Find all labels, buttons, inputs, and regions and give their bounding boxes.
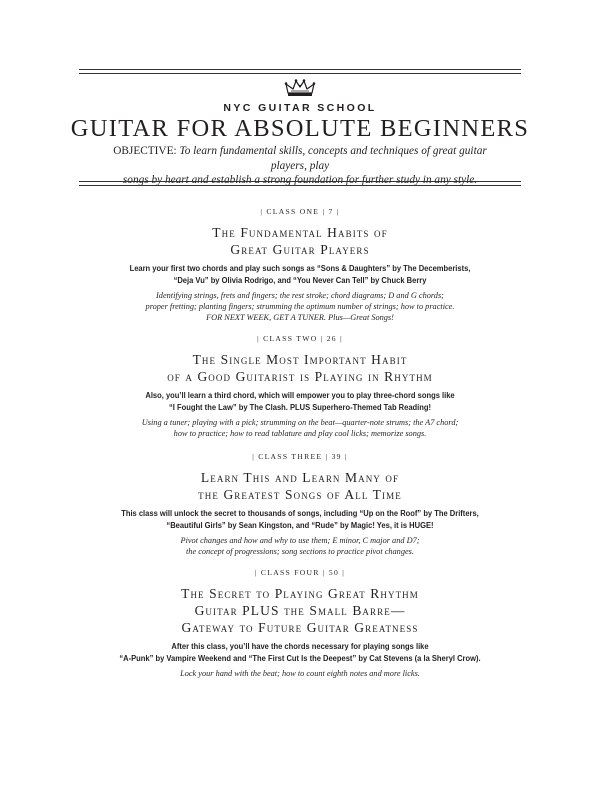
crown-icon [284, 78, 316, 98]
class-title [40, 585, 560, 636]
top-rule [79, 73, 521, 74]
class-topics-line: FOR NEXT WEEK, GET A TUNER. Plus—Great Songs! [206, 313, 394, 322]
class-description-line: Learn your first two chords and play such songs as “Sons & Daughters” by The Decemberists, [129, 263, 471, 273]
class-topics [40, 535, 560, 557]
class-description-line: “A-Punk” by Vampire Weekend and “The First Cut Is the Deepest” by Cat Stevens (a la Sheryl Crow). [119, 653, 481, 663]
class-topics [40, 417, 560, 439]
class-section [40, 568, 560, 679]
top-rule [79, 69, 521, 70]
class-topics [40, 668, 560, 679]
objective-label: OBJECTIVE: [113, 145, 177, 157]
class-description [71, 262, 529, 286]
class-description [71, 507, 529, 531]
class-title-line: Learn This and Learn Many of [200, 470, 400, 485]
class-topics-line: Pivot changes and how and why to use them; E minor, C major and D7; [180, 536, 420, 545]
course-title: GUITAR FOR ABSOLUTE BEGINNERS [70, 115, 530, 142]
class-label: | CLASS FOUR | 50 | [254, 568, 346, 577]
class-title-line: The Secret to Playing Great Rhythm [181, 586, 419, 601]
class-section [40, 452, 560, 557]
objective-text: To learn fundamental skills, concepts and techniques of great guitar players, play [179, 145, 487, 172]
class-title-line: The Fundamental Habits of [212, 225, 388, 240]
class-description-line: “Deja Vu” by Olivia Rodrigo, and “You Never Can Tell” by Chuck Berry [173, 275, 427, 285]
class-description-line: This class will unlock the secret to thousands of songs, including “Up on the Roof” by The Drifters, [121, 508, 479, 518]
class-section [40, 207, 560, 323]
class-title-line: The Single Most Important Habit [192, 352, 408, 367]
class-topics-line: Using a tuner; playing with a pick; strumming on the beat—quarter-note strums; the A7 chord; [141, 418, 459, 427]
class-description [71, 389, 529, 413]
class-title-line: of a Good Guitarist is Playing in Rhythm [167, 369, 433, 384]
class-topics-line: the concept of progressions; song sections to practice pivot changes. [186, 547, 414, 556]
class-topics-line: Identifying strings, frets and fingers; the rest stroke; chord diagrams; D and G chords; [156, 291, 444, 300]
class-label: | CLASS ONE | 7 | [260, 207, 340, 216]
class-title [40, 224, 560, 258]
class-description-line: After this class, you’ll have the chords necessary for playing songs like [171, 641, 429, 651]
class-label: | CLASS THREE | 39 | [252, 452, 348, 461]
class-title-line: the Greatest Songs of All Time [198, 487, 402, 502]
class-topics-line: proper fretting; planting fingers; strumming the optimum number of strings; how to practice. [145, 302, 455, 311]
class-topics-line: Lock your hand with the beat; how to count eighth notes and more licks. [180, 669, 420, 678]
header-rule [79, 181, 521, 182]
class-section [40, 334, 560, 439]
class-description-line: “Beautiful Girls” by Sean Kingston, and “Rude” by Magic! Yes, it is HUGE! [166, 520, 434, 530]
objective-text: songs by heart and establish a strong foundation for further study in any style. [122, 174, 478, 186]
class-title [40, 469, 560, 503]
class-title-line: Gateway to Future Guitar Greatness [181, 620, 419, 635]
class-title-line: Great Guitar Players [230, 242, 370, 257]
class-title-line: Guitar PLUS the Small Barre— [194, 603, 406, 618]
class-description-line: Also, you’ll learn a third chord, which will empower you to play three-chord songs like [145, 390, 455, 400]
class-description [71, 640, 529, 664]
class-description-line: “I Fought the Law” by The Clash. PLUS Superhero-Themed Tab Reading! [168, 402, 432, 412]
class-label: | CLASS TWO | 26 | [257, 334, 343, 343]
school-name: NYC GUITAR SCHOOL [223, 102, 377, 114]
class-topics [40, 290, 560, 323]
class-title [40, 351, 560, 385]
header-rule [79, 185, 521, 186]
class-topics-line: how to practice; how to read tablature and play cool licks; memorize songs. [173, 429, 427, 438]
